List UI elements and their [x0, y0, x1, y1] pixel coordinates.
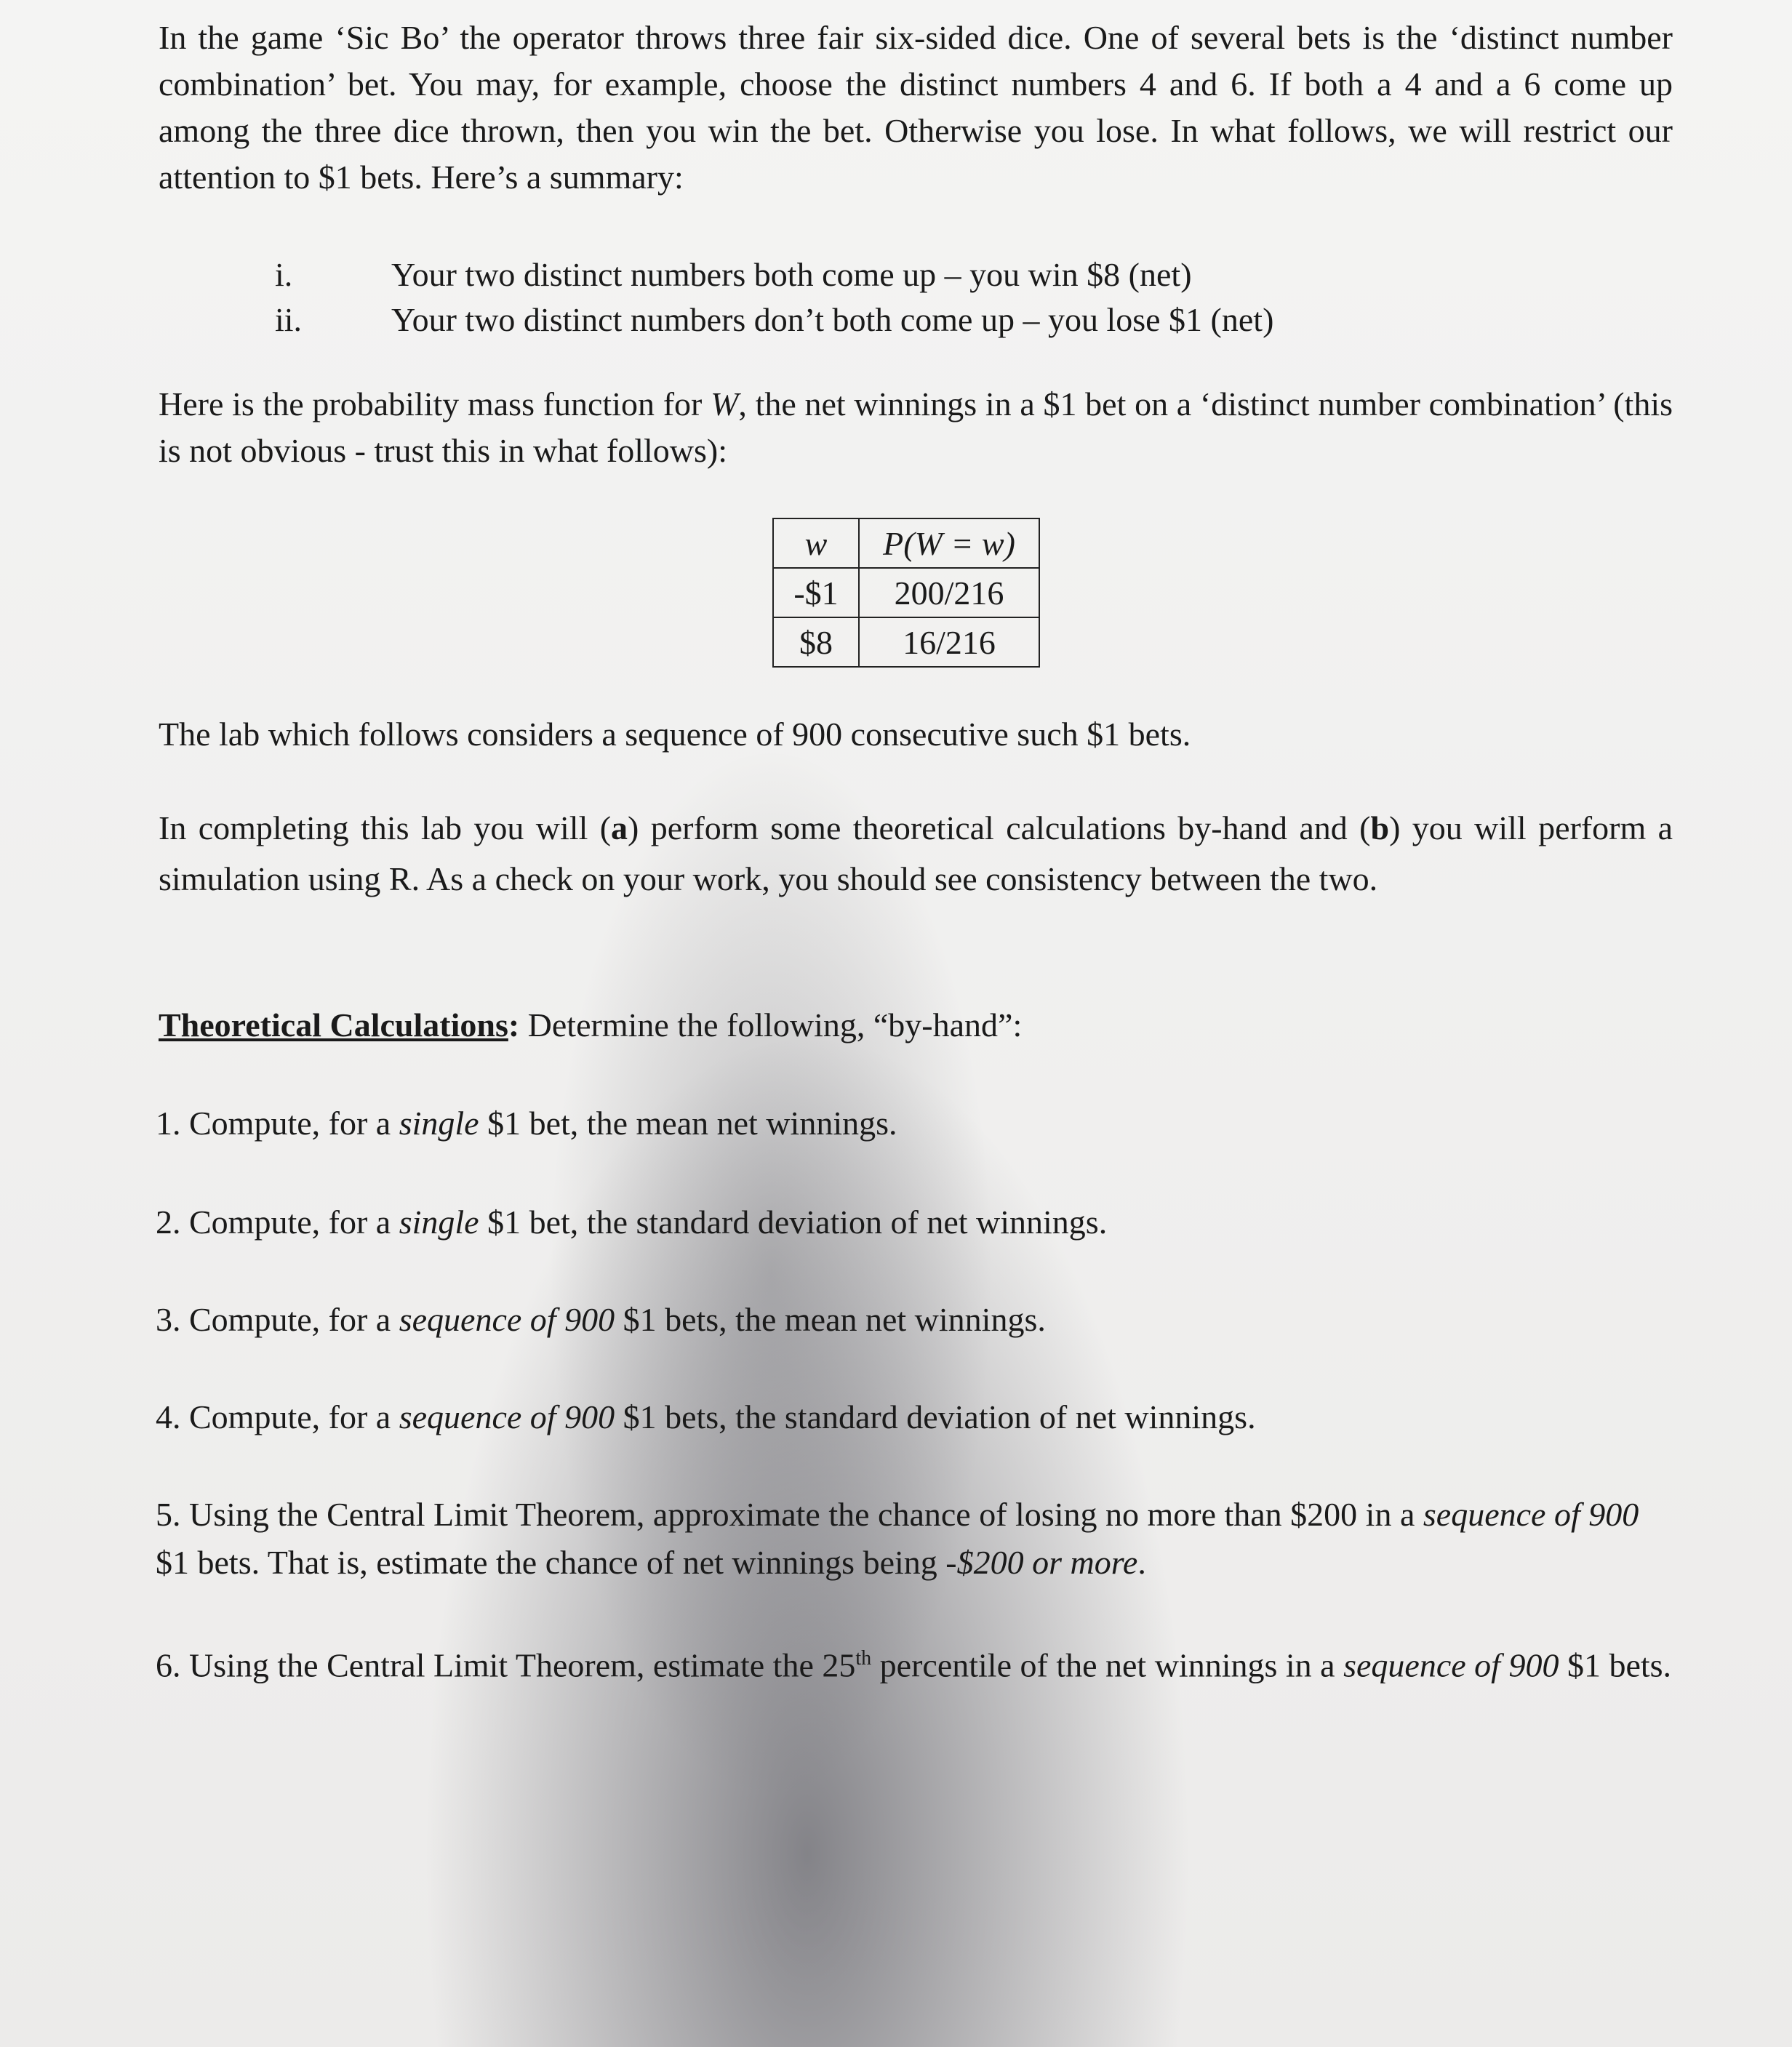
summary-number: ii.	[275, 301, 303, 338]
lab-sentence: The lab which follows considers a sequence of 900 consecutive such $1 bets.	[159, 716, 1191, 753]
q-text: 2. Compute, for a	[156, 1203, 399, 1241]
question-2	[156, 1198, 1679, 1246]
q-text: 5. Using the Central Limit Theorem, approximate the chance of losing no more than $200 in a	[156, 1496, 1423, 1533]
table-cell: 16/216	[859, 617, 1039, 667]
variable-w: W	[711, 385, 739, 422]
summary-item-1	[275, 253, 1657, 297]
table-cell: $8	[773, 617, 859, 667]
summary-text: Your two distinct numbers both come up – you win $8 (net)	[391, 256, 1192, 293]
q-text-3: .	[1137, 1544, 1146, 1581]
summary-number: i.	[275, 256, 293, 293]
q-text: 1. Compute, for a	[156, 1105, 399, 1142]
question-6	[156, 1635, 1679, 1689]
heading-rest: Determine the following, “by-hand”:	[519, 1006, 1023, 1043]
summary-text: Your two distinct numbers don’t both come up – you lose $1 (net)	[391, 301, 1274, 338]
completing-text: In completing this lab you will (	[159, 809, 612, 846]
intro-paragraph	[159, 15, 1673, 201]
table-cell: 200/216	[859, 568, 1039, 617]
section-heading: Theoretical Calculations	[159, 1006, 508, 1043]
table-header-prob: P(W = w)	[859, 518, 1039, 568]
q-emphasis: sequence of 900	[1343, 1646, 1559, 1684]
pmf-intro-paragraph	[159, 381, 1673, 474]
pmf-table	[772, 518, 1040, 668]
question-3	[156, 1296, 1679, 1344]
q-emphasis: sequence of 900	[1423, 1496, 1639, 1533]
q-text-2: $1 bets. That is, estimate the chance of net winnings being	[156, 1544, 946, 1581]
heading-colon: :	[508, 1006, 520, 1043]
intro-text: In the game ‘Sic Bo’ the operator throws three fair six-sided dice. One of several bets is the ‘distinct number combination’ bet. You may, for example, choose the distinct numbers 4 and 6. If both a 4 and a 6 come up among the three dice thrown, then you win the bet. Otherwise you lose. In what follows, we will restrict our attention to $1 bets. Here’s a summary:	[159, 19, 1673, 196]
q-text: 4. Compute, for a	[156, 1398, 399, 1435]
q-emphasis: single	[399, 1105, 479, 1142]
question-1	[156, 1099, 1679, 1147]
pmf-intro-text: Here is the probability mass function for	[159, 385, 711, 422]
completing-paragraph	[159, 803, 1673, 905]
q-text: 6. Using the Central Limit Theorem, estimate the 25	[156, 1646, 856, 1684]
q-text-2: $1 bets, the standard deviation of net winnings.	[615, 1398, 1256, 1435]
summary-item-2	[275, 298, 1657, 342]
q-text-2: $1 bet, the mean net winnings.	[479, 1105, 897, 1142]
question-5	[156, 1491, 1679, 1587]
q-text-2: percentile of the net winnings in a	[871, 1646, 1344, 1684]
bold-a: a	[611, 809, 628, 846]
q-text: 3. Compute, for a	[156, 1301, 399, 1338]
table-cell: -$1	[773, 568, 859, 617]
table-header-w: w	[773, 518, 859, 568]
q-emphasis-2: -$200 or more	[945, 1544, 1138, 1581]
q-emphasis: sequence of 900	[399, 1398, 615, 1435]
q-text-2: $1 bet, the standard deviation of net winnings.	[479, 1203, 1108, 1241]
theory-heading-line	[159, 1002, 1673, 1049]
q-text-3: $1 bets.	[1559, 1646, 1672, 1684]
table-header-row	[773, 518, 1039, 568]
completing-text-2: ) perform some theoretical calculations by-hand and (	[628, 809, 1371, 846]
table-row	[773, 617, 1039, 667]
pmf-intro-text-2: , the net winnings in a $1 bet on a ‘distinct number combination’ (this is not obvious - trust this in what follows):	[159, 385, 1673, 469]
question-4	[156, 1393, 1679, 1441]
bold-b: b	[1370, 809, 1390, 846]
q-text-2: $1 bets, the mean net winnings.	[615, 1301, 1046, 1338]
q-emphasis: sequence of 900	[399, 1301, 615, 1338]
q-emphasis: single	[399, 1203, 479, 1241]
table-row	[773, 568, 1039, 617]
q-superscript: th	[855, 1647, 872, 1670]
completing-text-3: ) you will perform a simulation using R. As a check on your work, you should see consistency between the two.	[159, 809, 1673, 897]
